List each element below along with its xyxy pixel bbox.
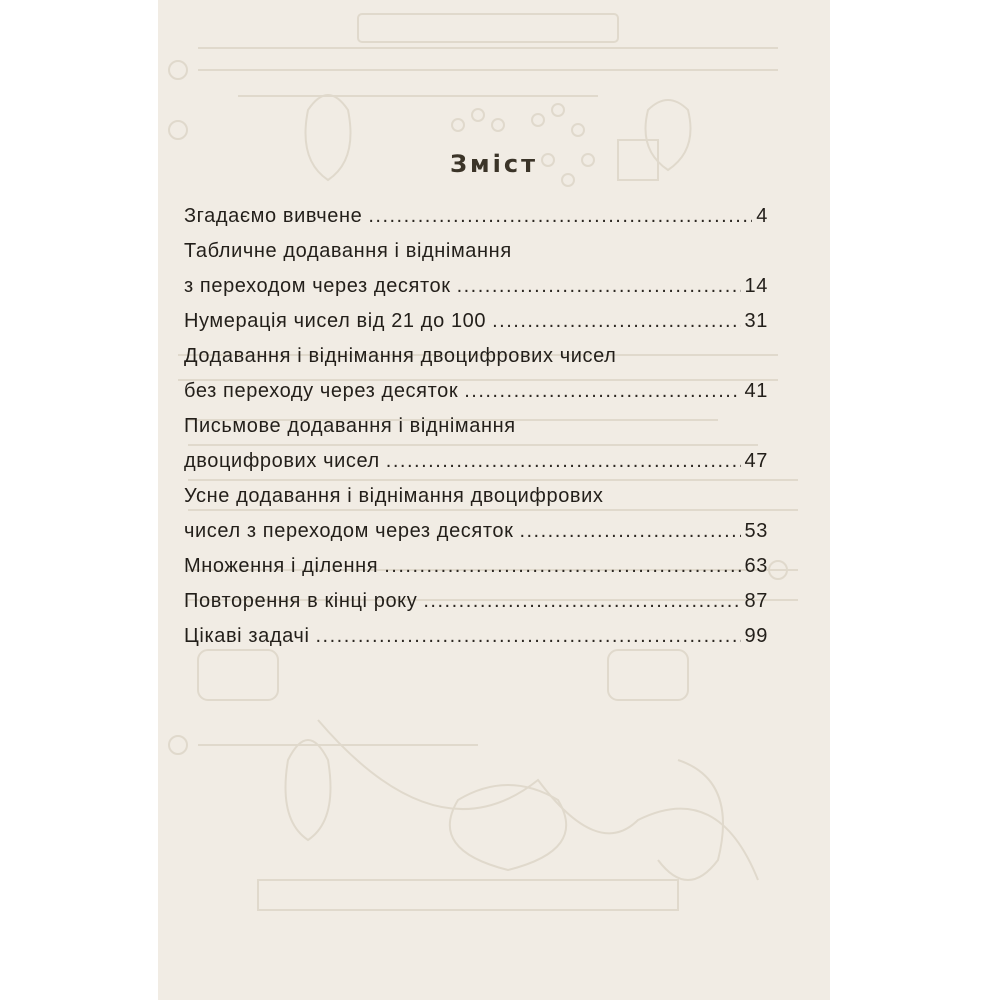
toc-entry[interactable] (184, 479, 768, 514)
toc-entry[interactable] (184, 619, 768, 654)
dot-leader (464, 374, 740, 409)
dot-leader (386, 444, 741, 479)
toc-page-number: 31 (744, 310, 768, 332)
toc-entry-continuation[interactable] (184, 514, 768, 549)
toc-page-number: 99 (744, 625, 768, 647)
dot-leader (368, 199, 752, 234)
dot-leader (492, 304, 740, 339)
toc-entry-title: Додавання і віднімання двоцифрових чисел (184, 345, 617, 367)
dot-leader (519, 514, 740, 549)
toc-entry-title: Повторення в кінці року (184, 590, 418, 612)
toc-entry-continuation[interactable] (184, 269, 768, 304)
toc-entry[interactable] (184, 234, 768, 269)
toc-entry-title: Множення і ділення (184, 555, 379, 577)
toc-entry[interactable] (184, 409, 768, 444)
toc-entry-continuation[interactable] (184, 444, 768, 479)
dot-leader (316, 619, 741, 654)
book-page (158, 0, 830, 1000)
toc-page-number: 4 (756, 205, 768, 227)
toc-entry-title: чисел з переходом через десяток (184, 520, 514, 542)
toc-entry-title: з переходом через десяток (184, 275, 451, 297)
toc-entry[interactable] (184, 304, 768, 339)
toc-entry[interactable] (184, 584, 768, 619)
toc-entry-title: Письмове додавання і віднімання (184, 415, 516, 437)
toc-entry[interactable] (184, 199, 768, 234)
toc-entry-continuation[interactable] (184, 374, 768, 409)
toc-entry-title: Згадаємо вивчене (184, 205, 363, 227)
page-title: Зміст (449, 150, 539, 178)
dot-leader (457, 269, 741, 304)
toc-page-number: 63 (744, 555, 768, 577)
dot-leader (384, 549, 740, 584)
toc-entry-title: двоцифрових чисел (184, 450, 380, 472)
toc-page-number: 47 (744, 450, 768, 472)
toc-entry-title: Усне додавання і віднімання двоцифрових (184, 485, 604, 507)
toc-entry[interactable] (184, 339, 768, 374)
toc-entry-title: Табличне додавання і віднімання (184, 240, 512, 262)
toc-page-number: 53 (744, 520, 768, 542)
toc-entry-title: Нумерація чисел від 21 до 100 (184, 310, 487, 332)
toc-page-number: 14 (744, 275, 768, 297)
toc-page-number: 41 (744, 380, 768, 402)
table-of-contents (184, 199, 768, 654)
toc-entry-title: без переходу через десяток (184, 380, 459, 402)
dot-leader (423, 584, 740, 619)
toc-entry-title: Цікаві задачі (184, 625, 310, 647)
toc-entry[interactable] (184, 549, 768, 584)
toc-page-number: 87 (744, 590, 768, 612)
